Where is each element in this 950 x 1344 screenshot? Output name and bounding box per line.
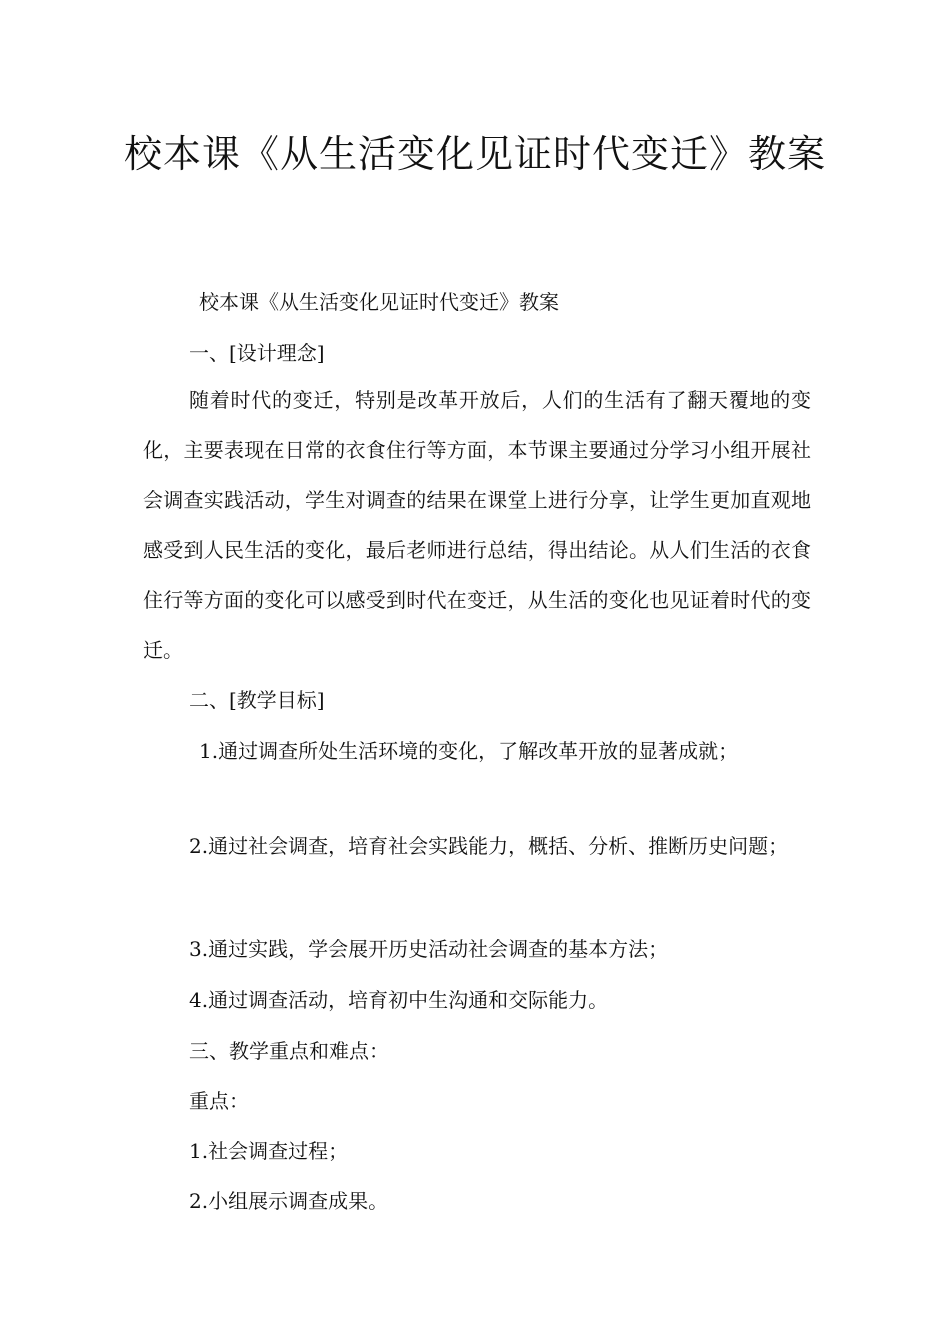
- section-heading-teaching-goals: 二、[教学目标]: [189, 688, 325, 712]
- goal-item-4: 4.通过调查活动，培育初中生沟通和交际能力。: [189, 988, 609, 1012]
- section-heading-design-concept: 一、[设计理念]: [189, 341, 325, 365]
- section-heading-key-difficulties: 三、教学重点和难点：: [189, 1039, 389, 1063]
- key-point-1: 1.社会调查过程；: [189, 1139, 349, 1163]
- document-title: 校本课《从生活变化见证时代变迁》教案: [123, 132, 826, 176]
- goal-item-2: 2.通过社会调查，培育社会实践能力，概括、分析、推断历史问题；: [189, 834, 789, 858]
- goal-item-1: 1.通过调查所处生活环境的变化，了解改革开放的显著成就；: [199, 739, 739, 763]
- key-point-2: 2.小组展示调查成果。: [189, 1189, 389, 1213]
- goal-item-3: 3.通过实践，学会展开历史活动社会调查的基本方法；: [189, 937, 669, 961]
- document-subtitle: 校本课《从生活变化见证时代变迁》教案: [199, 290, 559, 314]
- key-points-label: 重点：: [189, 1089, 249, 1113]
- design-concept-paragraph: 随着时代的变迁，特别是改革开放后，人们的生活有了翻天覆地的变化，主要表现在日常的衣食住行等方面，本节课主要通过分学习小组开展社会调查实践活动，学生对调查的结果在课堂上进行分享，让学生更加直观地感受到人民生活的变化，最后老师进行总结，得出结论。从人们生活的衣食住行等方面的变化可以感受到时代在变迁，从生活的变化也见证着时代的变迁。: [143, 388, 811, 662]
